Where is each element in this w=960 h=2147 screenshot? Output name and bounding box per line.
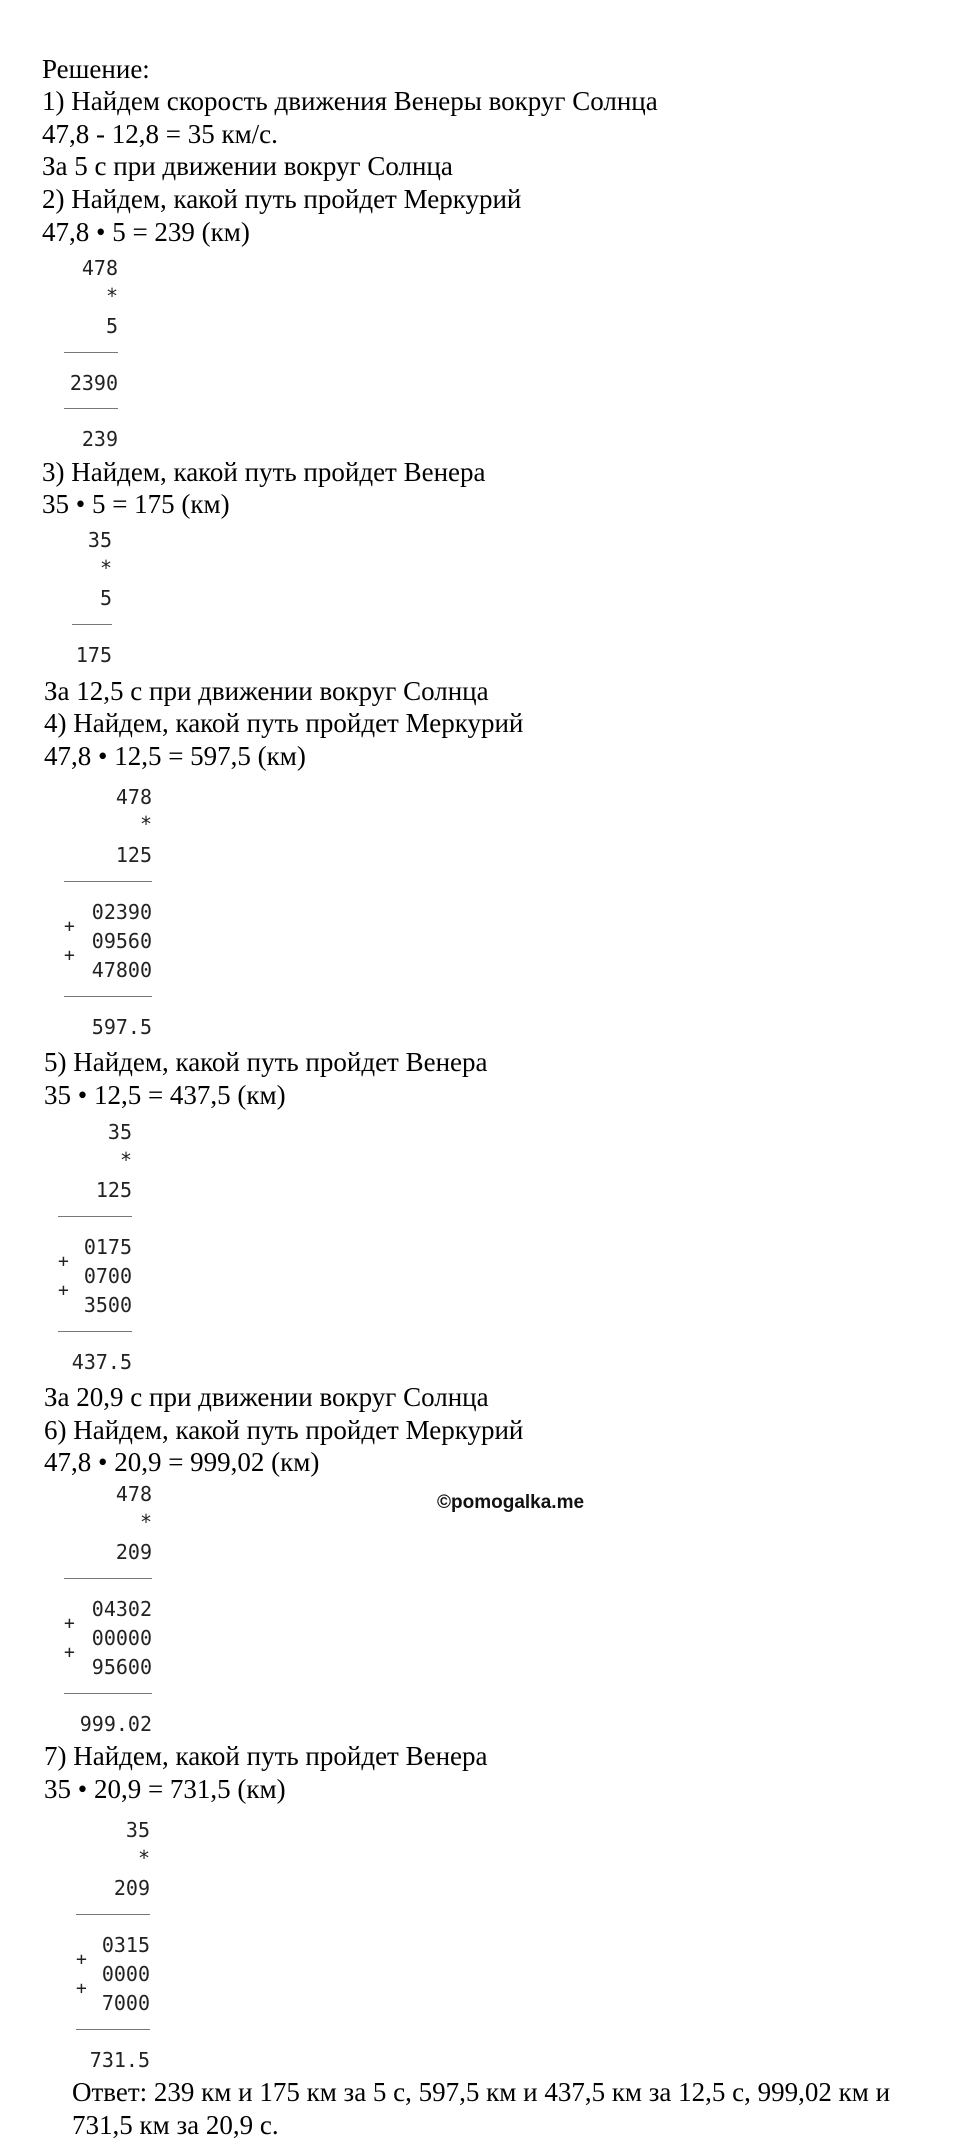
calc-divider — [58, 1216, 132, 1217]
answer-line-1: Ответ: 239 км и 175 км за 5 с, 597,5 км и 437,5 км за 12,5 с, 999,02 км и — [72, 2077, 891, 2107]
solution-header: Решение: — [42, 54, 150, 84]
calc-operand-b: 209 — [115, 1540, 152, 1564]
calc-result: 731.5 — [89, 2048, 150, 2072]
step-7-equation: 35 • 20,9 = 731,5 (км) — [44, 1774, 286, 1804]
calc-operand-a: 478 — [81, 256, 118, 280]
calc-partial-1: 0315 — [101, 1933, 150, 1957]
step-5-equation: 35 • 12,5 = 437,5 (км) — [44, 1080, 286, 1110]
calc-divider — [64, 352, 118, 353]
plus-sign: + — [64, 945, 75, 966]
step-6: 6) Найдем, какой путь пройдет Меркурий — [44, 1415, 524, 1445]
calc-partial-3: 47800 — [91, 958, 152, 982]
step-7: 7) Найдем, какой путь пройдет Венера — [44, 1741, 488, 1771]
calc-product: 2390 — [69, 371, 118, 395]
step-1-equation: 47,8 - 12,8 = 35 км/с. — [42, 119, 278, 149]
step-4-equation: 47,8 • 12,5 = 597,5 (км) — [44, 741, 306, 771]
calc-operand-a: 478 — [115, 785, 152, 809]
heading-5s: За 5 с при движении вокруг Солнца — [42, 151, 453, 181]
calc-result: 999.02 — [79, 1712, 152, 1736]
calc-partial-1: 02390 — [91, 900, 152, 924]
plus-sign: + — [58, 1280, 69, 1301]
plus-sign: + — [76, 1949, 87, 1970]
calc-divider — [76, 1914, 150, 1915]
calc-divider — [64, 1693, 152, 1694]
calc-divider — [64, 408, 118, 409]
calc-operator: * — [119, 1148, 132, 1172]
calc-partial-2: 0700 — [83, 1264, 132, 1288]
calc-divider — [72, 624, 112, 625]
calc-operator: * — [139, 812, 152, 836]
step-4: 4) Найдем, какой путь пройдет Меркурий — [44, 708, 524, 738]
calc-partial-1: 04302 — [91, 1597, 152, 1621]
calc-operand-a: 35 — [125, 1818, 150, 1842]
calc-partial-2: 00000 — [91, 1626, 152, 1650]
calc-partial-3: 7000 — [101, 1991, 150, 2015]
calc-partial-3: 3500 — [83, 1293, 132, 1317]
step-5: 5) Найдем, какой путь пройдет Венера — [44, 1047, 488, 1077]
watermark: ©pomogalka.me — [437, 1492, 585, 1513]
calc-operand-a: 478 — [115, 1482, 152, 1506]
step-3: 3) Найдем, какой путь пройдет Венера — [42, 457, 486, 487]
calc-operand-b: 125 — [115, 843, 152, 867]
calc-result: 175 — [75, 643, 112, 667]
calc-divider — [76, 2029, 150, 2030]
calc-divider — [64, 1578, 152, 1579]
step-3-equation: 35 • 5 = 175 (км) — [42, 489, 230, 519]
calc-divider — [64, 996, 152, 997]
calc-partial-2: 0000 — [101, 1962, 150, 1986]
step-1: 1) Найдем скорость движения Венеры вокруг Солнца — [42, 86, 658, 116]
calc-result: 597.5 — [91, 1015, 152, 1039]
calc-operand-b: 5 — [105, 314, 118, 338]
plus-sign: + — [64, 1642, 75, 1663]
calc-operand-a: 35 — [87, 528, 112, 552]
plus-sign: + — [58, 1251, 69, 1272]
calc-partial-1: 0175 — [83, 1235, 132, 1259]
calc-operand-b: 125 — [95, 1178, 132, 1202]
step-2-equation: 47,8 • 5 = 239 (км) — [42, 217, 250, 247]
calc-partial-3: 95600 — [91, 1655, 152, 1679]
calc-operand-b: 209 — [113, 1876, 150, 1900]
calc-operand-a: 35 — [107, 1120, 132, 1144]
plus-sign: + — [64, 1613, 75, 1634]
heading-12-5s: За 12,5 с при движении вокруг Солнца — [44, 676, 489, 706]
plus-sign: + — [64, 916, 75, 937]
calc-divider — [58, 1331, 132, 1332]
calc-operator: * — [99, 556, 112, 580]
calc-operator: * — [105, 284, 118, 308]
calc-partial-2: 09560 — [91, 929, 152, 953]
calc-result: 437.5 — [71, 1350, 132, 1374]
plus-sign: + — [76, 1978, 87, 1999]
calc-result: 239 — [81, 427, 118, 451]
calc-operator: * — [137, 1846, 150, 1870]
calc-operator: * — [139, 1510, 152, 1534]
heading-20-9s: За 20,9 с при движении вокруг Солнца — [44, 1382, 489, 1412]
calc-operand-b: 5 — [99, 586, 112, 610]
step-2: 2) Найдем, какой путь пройдет Меркурий — [42, 184, 522, 214]
answer-line-2: 731,5 км за 20,9 с. — [72, 2110, 279, 2140]
calc-divider — [64, 881, 152, 882]
step-6-equation: 47,8 • 20,9 = 999,02 (км) — [44, 1447, 320, 1477]
